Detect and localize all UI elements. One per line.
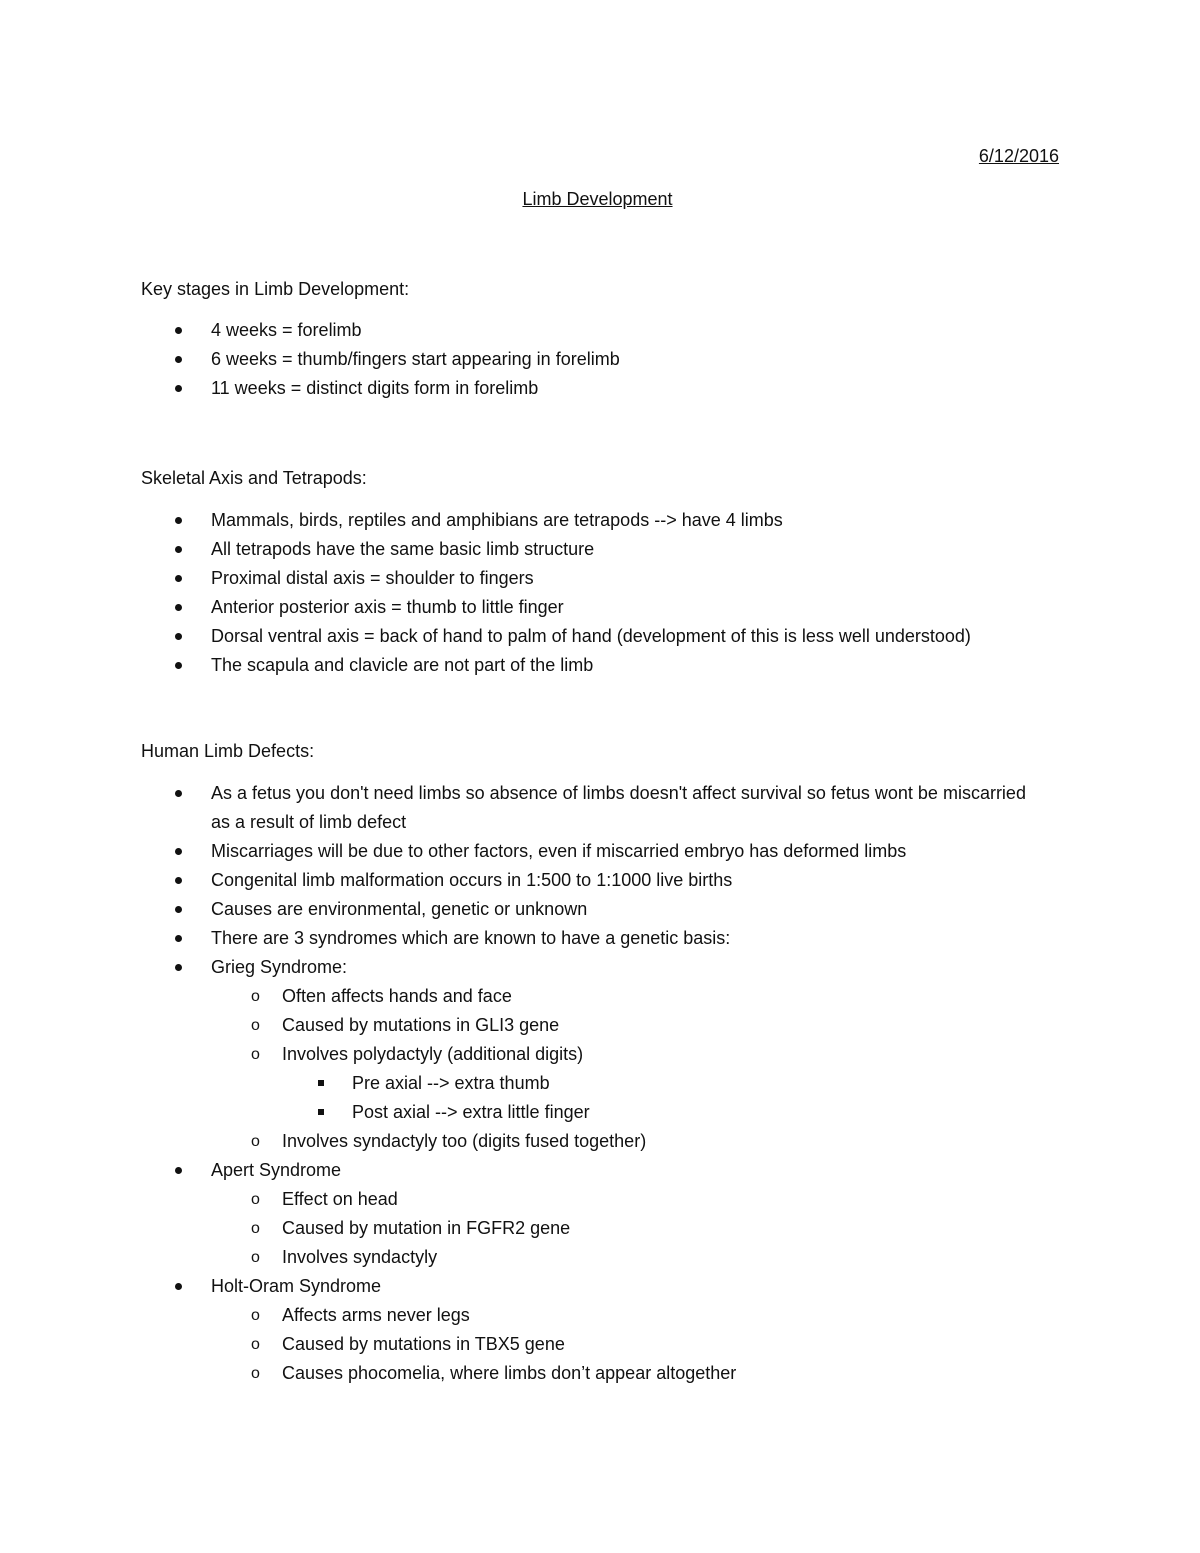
bullet-icon xyxy=(175,546,182,553)
hollow-bullet-icon: o xyxy=(251,988,260,1005)
bullet-list xyxy=(141,779,1030,1388)
bullet-icon xyxy=(175,604,182,611)
list-item xyxy=(141,924,1030,953)
list-item-text: Grieg Syndrome: xyxy=(211,957,348,977)
list-item-text: Effect on head xyxy=(282,1189,398,1209)
hollow-bullet-icon: o xyxy=(251,1133,260,1150)
square-bullet-icon xyxy=(318,1109,324,1115)
list-item-text: Caused by mutations in TBX5 gene xyxy=(282,1334,565,1354)
hollow-bullet-icon: o xyxy=(251,1220,260,1237)
list-item-text: Often affects hands and face xyxy=(282,986,512,1006)
list-item-text: Caused by mutation in FGFR2 gene xyxy=(282,1218,571,1238)
list-item-text: Miscarriages will be due to other factors, even if miscarried embryo has deformed limbs xyxy=(211,841,907,861)
list-item xyxy=(141,779,1030,837)
list-item xyxy=(141,345,1140,374)
bullet-icon xyxy=(175,848,182,855)
bullet-icon xyxy=(175,964,182,971)
list-item-text: Caused by mutations in GLI3 gene xyxy=(282,1015,560,1035)
hollow-bullet-icon: o xyxy=(251,1307,260,1324)
list-item xyxy=(141,593,1140,622)
bullet-icon xyxy=(175,906,182,913)
sub-list-item xyxy=(141,1127,1030,1156)
bullet-icon xyxy=(175,662,182,669)
bullet-icon xyxy=(175,877,182,884)
document-title: Limb Development xyxy=(522,189,673,209)
date: 6/12/2016 xyxy=(978,146,1059,166)
section-heading: Human Limb Defects: xyxy=(141,741,315,761)
list-item xyxy=(141,535,1140,564)
list-item-apert xyxy=(141,1156,1030,1185)
list-item-text: As a fetus you don't need limbs so absence of limbs doesn't affect survival so fetus wont be miscarried as a result of limb defect xyxy=(211,783,1026,832)
list-item-text: There are 3 syndromes which are known to have a genetic basis: xyxy=(211,928,731,948)
section-key-stages xyxy=(141,278,1140,403)
list-item-grieg xyxy=(141,953,1030,982)
list-item-text: Apert Syndrome xyxy=(211,1160,342,1180)
bullet-icon xyxy=(175,1167,182,1174)
list-item-text: Affects arms never legs xyxy=(282,1305,470,1325)
square-bullet-icon xyxy=(318,1080,324,1086)
list-item-text: Causes are environmental, genetic or unknown xyxy=(211,899,588,919)
bullet-icon xyxy=(175,327,182,334)
bullet-list xyxy=(141,316,1140,403)
list-item-text: The scapula and clavicle are not part of the limb xyxy=(211,655,594,675)
bullet-icon xyxy=(175,1283,182,1290)
list-item xyxy=(141,316,1140,345)
list-item-text: Post axial --> extra little finger xyxy=(352,1102,590,1122)
bullet-icon xyxy=(175,575,182,582)
list-item-text: 11 weeks = distinct digits form in forelimb xyxy=(211,378,539,398)
sub-list-item xyxy=(141,1040,1030,1069)
bullet-icon xyxy=(175,935,182,942)
list-item-text: Proximal distal axis = shoulder to fingers xyxy=(211,568,534,588)
bullet-icon xyxy=(175,385,182,392)
list-item xyxy=(141,651,1140,680)
list-item-text: Holt-Oram Syndrome xyxy=(211,1276,382,1296)
list-item xyxy=(141,564,1140,593)
sub-sub-list-item xyxy=(141,1069,1030,1098)
section-human-limb-defects xyxy=(141,740,1030,1388)
sub-list-item xyxy=(141,1214,1030,1243)
sub-list-item xyxy=(141,1301,1030,1330)
sub-list-item xyxy=(141,1011,1030,1040)
list-item-text: Dorsal ventral axis = back of hand to palm of hand (development of this is less well understood) xyxy=(211,626,971,646)
list-item-text: Involves syndactyly xyxy=(282,1247,438,1267)
list-item-text: Congenital limb malformation occurs in 1:500 to 1:1000 live births xyxy=(211,870,733,890)
list-item-text: Involves syndactyly too (digits fused together) xyxy=(282,1131,647,1151)
list-item-text: Causes phocomelia, where limbs don’t appear altogether xyxy=(282,1363,737,1383)
section-heading: Key stages in Limb Development: xyxy=(141,279,410,299)
list-item-text: Anterior posterior axis = thumb to little finger xyxy=(211,597,564,617)
list-item-text: 4 weeks = forelimb xyxy=(211,320,362,340)
hollow-bullet-icon: o xyxy=(251,1365,260,1382)
hollow-bullet-icon: o xyxy=(251,1249,260,1266)
list-item-text: Pre axial --> extra thumb xyxy=(352,1073,550,1093)
list-item xyxy=(141,837,1030,866)
sub-sub-list-item xyxy=(141,1098,1030,1127)
bullet-icon xyxy=(175,517,182,524)
list-item xyxy=(141,374,1140,403)
sub-list-item xyxy=(141,1359,1030,1388)
list-item xyxy=(141,866,1030,895)
sub-list-item xyxy=(141,1330,1030,1359)
list-item-text: Involves polydactyly (additional digits) xyxy=(282,1044,584,1064)
bullet-list xyxy=(141,506,1140,680)
bullet-icon xyxy=(175,633,182,640)
bullet-icon xyxy=(175,356,182,363)
hollow-bullet-icon: o xyxy=(251,1191,260,1208)
list-item-text: All tetrapods have the same basic limb structure xyxy=(211,539,595,559)
section-heading: Skeletal Axis and Tetrapods: xyxy=(141,468,367,488)
list-item-holt-oram xyxy=(141,1272,1030,1301)
hollow-bullet-icon: o xyxy=(251,1017,260,1034)
list-item-text: Mammals, birds, reptiles and amphibians are tetrapods --> have 4 limbs xyxy=(211,510,783,530)
list-item-text: 6 weeks = thumb/fingers start appearing in forelimb xyxy=(211,349,620,369)
sub-list-item xyxy=(141,1243,1030,1272)
sub-list-item xyxy=(141,982,1030,1011)
bullet-icon xyxy=(175,790,182,797)
section-skeletal-axis xyxy=(141,467,1140,680)
list-item xyxy=(141,895,1030,924)
hollow-bullet-icon: o xyxy=(251,1336,260,1353)
hollow-bullet-icon: o xyxy=(251,1046,260,1063)
list-item xyxy=(141,506,1140,535)
list-item xyxy=(141,622,1140,651)
sub-list-item xyxy=(141,1185,1030,1214)
